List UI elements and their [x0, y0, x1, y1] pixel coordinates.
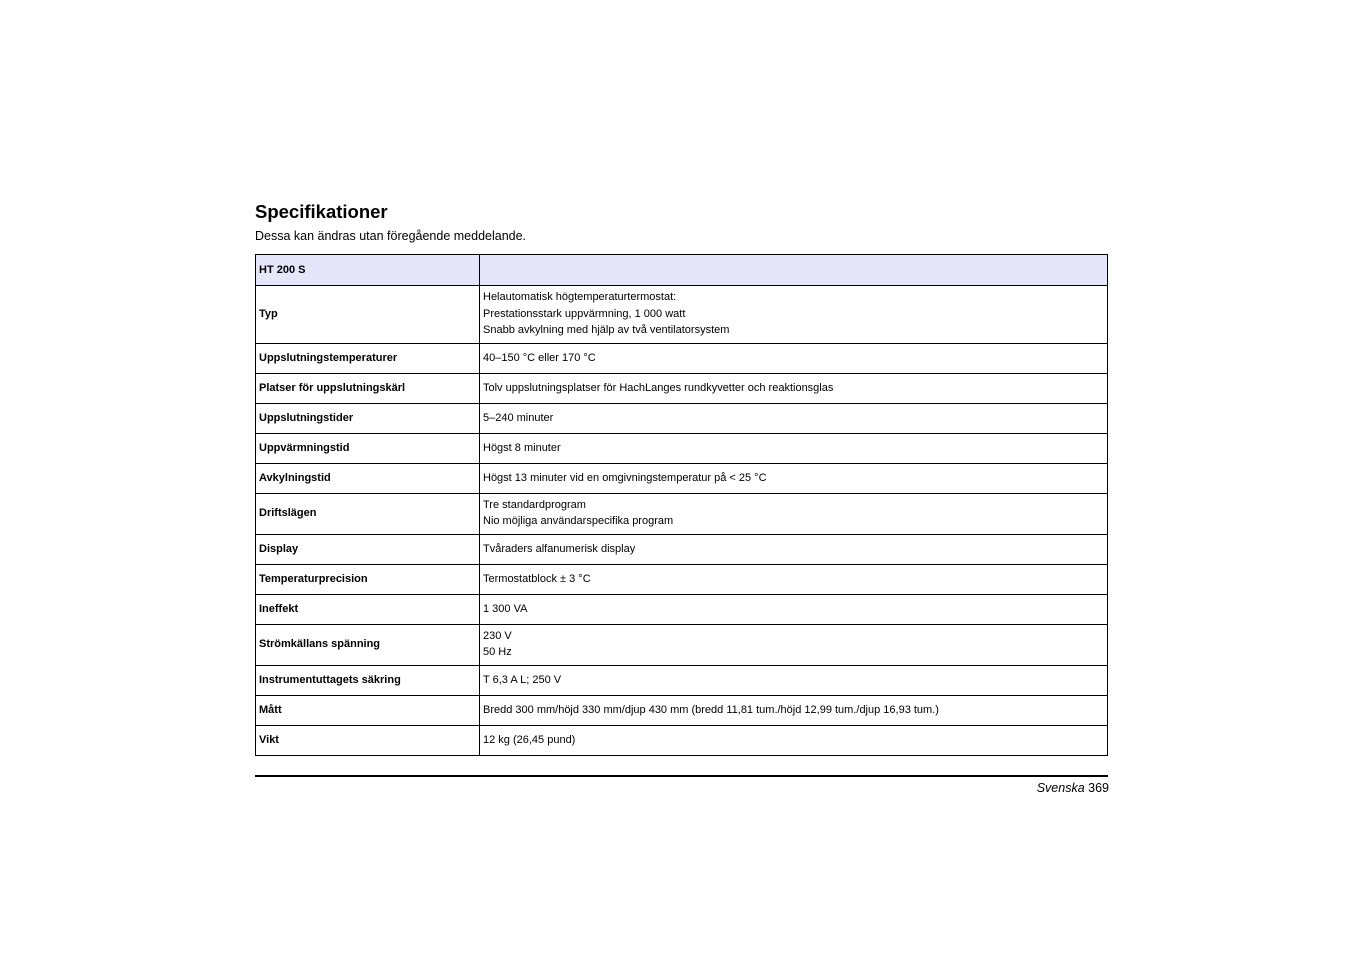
spec-value-line: Snabb avkylning med hjälp av två ventilatorsystem — [483, 324, 730, 336]
spec-label: Display — [256, 534, 480, 564]
spec-value — [480, 624, 1108, 665]
spec-value-line: 5–240 minuter — [483, 411, 554, 424]
spec-label: Uppslutningstider — [256, 403, 480, 433]
spec-value-line: Nio möjliga användarspecifika program — [483, 515, 674, 527]
spec-label: Vikt — [256, 725, 480, 755]
spec-value-line: 50 Hz — [483, 646, 512, 658]
table-header-row — [256, 255, 1108, 286]
spec-value — [480, 463, 1108, 493]
footer-page-number: 369 — [1088, 781, 1109, 795]
spec-value — [480, 534, 1108, 564]
spec-value-line: Tvåraders alfanumerisk display — [483, 542, 636, 555]
spec-value-line: 230 V — [483, 629, 512, 642]
table-header-value — [480, 255, 1108, 286]
spec-value-line: Prestationsstark uppvärmning, 1 000 watt — [483, 307, 686, 320]
table-row — [256, 286, 1108, 344]
spec-value — [480, 433, 1108, 463]
spec-label: Uppslutningstemperaturer — [256, 343, 480, 373]
spec-value — [480, 373, 1108, 403]
spec-value — [480, 695, 1108, 725]
table-row — [256, 433, 1108, 463]
spec-label: Avkylningstid — [256, 463, 480, 493]
footer-language: Svenska — [1036, 781, 1085, 795]
spec-label: Typ — [256, 286, 480, 344]
page-subtitle: Dessa kan ändras utan föregående meddelande. — [255, 229, 527, 243]
table-header-model: HT 200 S — [256, 255, 480, 286]
table-row — [256, 403, 1108, 433]
spec-value — [480, 493, 1108, 534]
spec-label: Ineffekt — [256, 594, 480, 624]
specifications-table — [255, 254, 1108, 756]
spec-value — [480, 343, 1108, 373]
table-row — [256, 564, 1108, 594]
spec-value-line: Bredd 300 mm/höjd 330 mm/djup 430 mm (bredd 11,81 tum./höjd 12,99 tum./djup 16,93 tum.) — [483, 703, 939, 716]
spec-value-line: 40–150 °C eller 170 °C — [483, 351, 596, 364]
spec-value — [480, 594, 1108, 624]
spec-label: Mått — [256, 695, 480, 725]
spec-value — [480, 403, 1108, 433]
spec-value-line: Tre standardprogram — [483, 498, 586, 511]
spec-label: Driftslägen — [256, 493, 480, 534]
table-body — [256, 286, 1108, 756]
table-row — [256, 665, 1108, 695]
table-row — [256, 695, 1108, 725]
table-row — [256, 343, 1108, 373]
table-row — [256, 534, 1108, 564]
page-content — [255, 200, 1107, 756]
page-footer — [900, 780, 1109, 796]
table-row — [256, 373, 1108, 403]
spec-value-line: 12 kg (26,45 pund) — [483, 733, 576, 746]
table-row — [256, 463, 1108, 493]
spec-value — [480, 286, 1108, 344]
table-row — [256, 493, 1108, 534]
spec-value-line: Högst 8 minuter — [483, 441, 561, 454]
footer-rule — [255, 775, 1108, 777]
spec-value — [480, 665, 1108, 695]
spec-value — [480, 725, 1108, 755]
spec-label: Platser för uppslutningskärl — [256, 373, 480, 403]
spec-value-line: Tolv uppslutningsplatser för HachLanges rundkyvetter och reaktionsglas — [483, 381, 834, 394]
page-title: Specifikationer — [255, 201, 388, 222]
spec-value — [480, 564, 1108, 594]
table-row — [256, 594, 1108, 624]
table-row — [256, 725, 1108, 755]
spec-label: Uppvärmningstid — [256, 433, 480, 463]
spec-value-line: 1 300 VA — [483, 602, 528, 615]
spec-label: Instrumentuttagets säkring — [256, 665, 480, 695]
spec-value-line: Högst 13 minuter vid en omgivningstemperatur på < 25 °C — [483, 471, 767, 484]
spec-value-line: T 6,3 A L; 250 V — [483, 673, 562, 686]
table-row — [256, 624, 1108, 665]
spec-label: Strömkällans spänning — [256, 624, 480, 665]
spec-value-line: Termostatblock ± 3 °C — [483, 572, 591, 585]
spec-value-line: Helautomatisk högtemperaturtermostat: — [483, 291, 677, 303]
spec-label: Temperaturprecision — [256, 564, 480, 594]
